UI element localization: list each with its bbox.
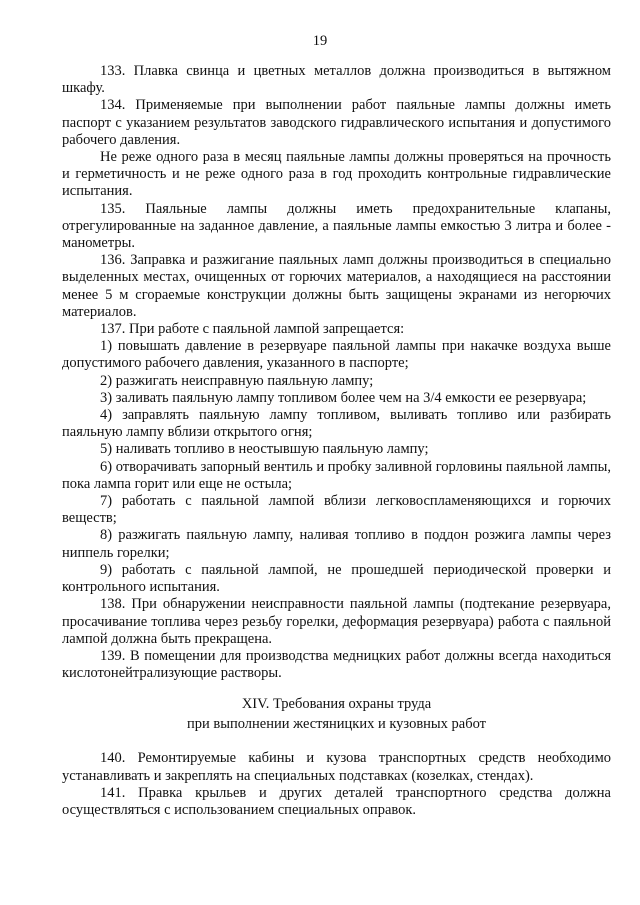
paragraph: 135. Паяльные лампы должны иметь предохранительные клапаны, отрегулированные на заданное давление, а паяльные лампы емкостью 3 литра и более - манометры. — [62, 200, 611, 252]
paragraph: 134. Применяемые при выполнении работ паяльные лампы должны иметь паспорт с указанием результатов заводского гидравлического испытания и допустимого рабочего давления. — [62, 97, 611, 148]
paragraphs-before-section — [62, 63, 611, 682]
paragraphs-after-section — [62, 750, 611, 819]
paragraph: 7) работать с паяльной лампой вблизи легковоспламеняющихся и горючих веществ; — [62, 493, 611, 527]
paragraph: 137. При работе с паяльной лампой запрещается: — [100, 321, 405, 338]
paragraph: 8) разжигать паяльную лампу, наливая топливо в поддон розжига лампы через ниппель горелки; — [62, 527, 611, 561]
paragraph: 2) разжигать неисправную паяльную лампу; — [100, 372, 374, 389]
paragraph: 3) заливать паяльную лампу топливом более чем на 3/4 емкости ее резервуара; — [100, 389, 587, 406]
document-body — [62, 63, 611, 819]
section-heading-line-1: XIV. Требования охраны труда — [241, 696, 432, 713]
paragraph: 6) отворачивать запорный вентиль и пробку заливной горловины паяльной лампы, пока лампа горит или еще не остыла; — [62, 458, 611, 492]
paragraph: 133. Плавка свинца и цветных металлов должна производиться в вытяжном шкафу. — [62, 63, 611, 97]
section-heading-line-2: при выполнении жестяницких и кузовных работ — [186, 716, 487, 733]
paragraph: 136. Заправка и разжигание паяльных ламп должны производиться в специально выделенных местах, очищенных от горючих материалов, а находящиеся на расстоянии менее 5 м сгораемые конструкции должны быть защищены экранами из негорючих материалов. — [62, 252, 611, 320]
paragraph: 140. Ремонтируемые кабины и кузова транспортных средств необходимо устанавливать и закреплять на специальных подставках (козелках, стендах). — [62, 750, 611, 784]
paragraph: 138. При обнаружении неисправности паяльной лампы (подтекание резервуара, просачивание топлива через резьбу горелки, деформация резервуара) работа с паяльной лампой должна быть прекращена. — [62, 596, 611, 647]
paragraph: 139. В помещении для производства медницких работ должны всегда находиться кислотонейтрализующие растворы. — [62, 647, 611, 682]
paragraph: 141. Правка крыльев и других деталей транспортного средства должна осуществляться с использованием специальных оправок. — [62, 784, 611, 818]
paragraph: 9) работать с паяльной лампой, не прошедшей периодической проверки и контрольного испытания. — [62, 561, 611, 596]
paragraph: 1) повышать давление в резервуаре паяльной лампы при накачке воздуха выше допустимого рабочего давления, указанного в паспорте; — [62, 338, 611, 372]
paragraph: 5) наливать топливо в неостывшую паяльную лампу; — [100, 441, 429, 458]
paragraph: Не реже одного раза в месяц паяльные лампы должны проверяться на прочность и герметичность и не реже одного раза в год проходить контрольные гидравлические испытания. — [62, 149, 611, 200]
section-heading — [62, 694, 611, 734]
page-number: 19 — [312, 33, 328, 49]
paragraph: 4) заправлять паяльную лампу топливом, выливать топливо или разбирать паяльную лампу вблизи открытого огня; — [62, 407, 611, 441]
